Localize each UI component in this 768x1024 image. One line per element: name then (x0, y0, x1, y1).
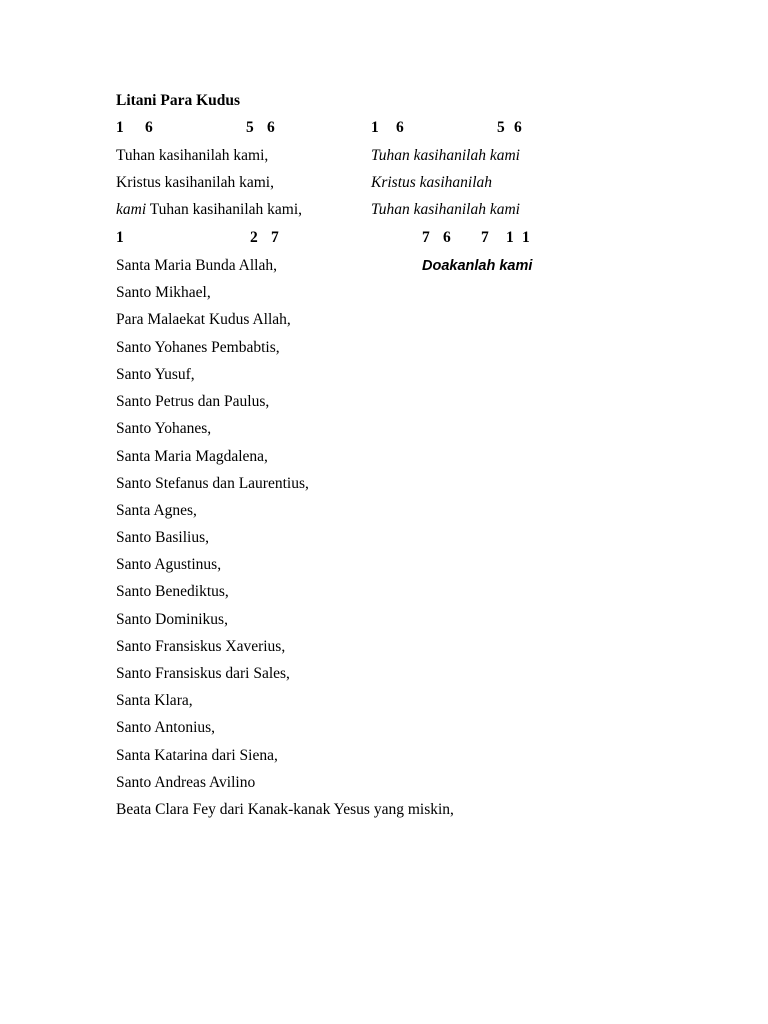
notation-note: 6 (443, 229, 451, 246)
notation-note: 6 (396, 119, 404, 136)
invocation-item: Santo Benediktus, (116, 583, 229, 600)
notation-note: 6 (145, 119, 153, 136)
notation-note: 1 (522, 229, 530, 246)
invocation-item: Santo Dominikus, (116, 611, 228, 628)
invocation-item: Santo Mikhael, (116, 284, 211, 301)
notation-note: 1 (116, 229, 124, 246)
invocation-item: Para Malaekat Kudus Allah, (116, 311, 291, 328)
litany-response: Doakanlah kami (422, 258, 533, 274)
notation-note: 2 (250, 229, 258, 246)
invocation-item: Santo Yohanes Pembabtis, (116, 339, 280, 356)
kyrie-call (116, 200, 302, 220)
kyrie-call: Tuhan kasihanilah kami, (116, 147, 269, 164)
notation-note: 6 (514, 119, 522, 136)
kyrie-response: Kristus kasihanilah (371, 174, 493, 191)
kyrie-call: Kristus kasihanilah kami, (116, 174, 274, 191)
notation-note: 1 (116, 119, 124, 136)
kyrie-response: Tuhan kasihanilah kami (371, 201, 520, 218)
invocation-item: Santo Petrus dan Paulus, (116, 393, 270, 410)
invocation-item: Santo Yohanes, (116, 420, 212, 437)
notation-note: 7 (271, 229, 279, 246)
invocation-item: Santo Antonius, (116, 719, 216, 736)
invocation-item: Santa Maria Bunda Allah, (116, 257, 277, 274)
notation-note: 1 (506, 229, 514, 246)
invocation-item: Santa Klara, (116, 692, 193, 709)
invocation-item: Santo Fransiskus dari Sales, (116, 665, 290, 682)
invocation-item: Santo Yusuf, (116, 366, 195, 383)
invocation-item: Santa Katarina dari Siena, (116, 747, 278, 764)
kyrie-response: Tuhan kasihanilah kami (371, 147, 520, 164)
document-title: Litani Para Kudus (116, 92, 241, 109)
invocation-item: Beata Clara Fey dari Kanak-kanak Yesus yang miskin, (116, 801, 454, 818)
invocation-item: Santa Agnes, (116, 502, 197, 519)
invocation-item: Santo Andreas Avilino (116, 774, 256, 791)
notation-note: 6 (267, 119, 275, 136)
notation-note: 7 (481, 229, 489, 246)
invocation-item: Santo Fransiskus Xaverius, (116, 638, 286, 655)
invocation-item: Santa Maria Magdalena, (116, 448, 268, 465)
notation-note: 5 (497, 119, 505, 136)
invocation-item: Santo Basilius, (116, 529, 210, 546)
notation-note: 1 (371, 119, 379, 136)
invocation-item: Santo Agustinus, (116, 556, 222, 573)
invocation-item: Santo Stefanus dan Laurentius, (116, 475, 309, 492)
kyrie-call-text: Tuhan kasihanilah kami, (146, 201, 302, 218)
kyrie-call-prefix: kami (116, 201, 147, 218)
notation-note: 5 (246, 119, 254, 136)
notation-note: 7 (422, 229, 430, 246)
